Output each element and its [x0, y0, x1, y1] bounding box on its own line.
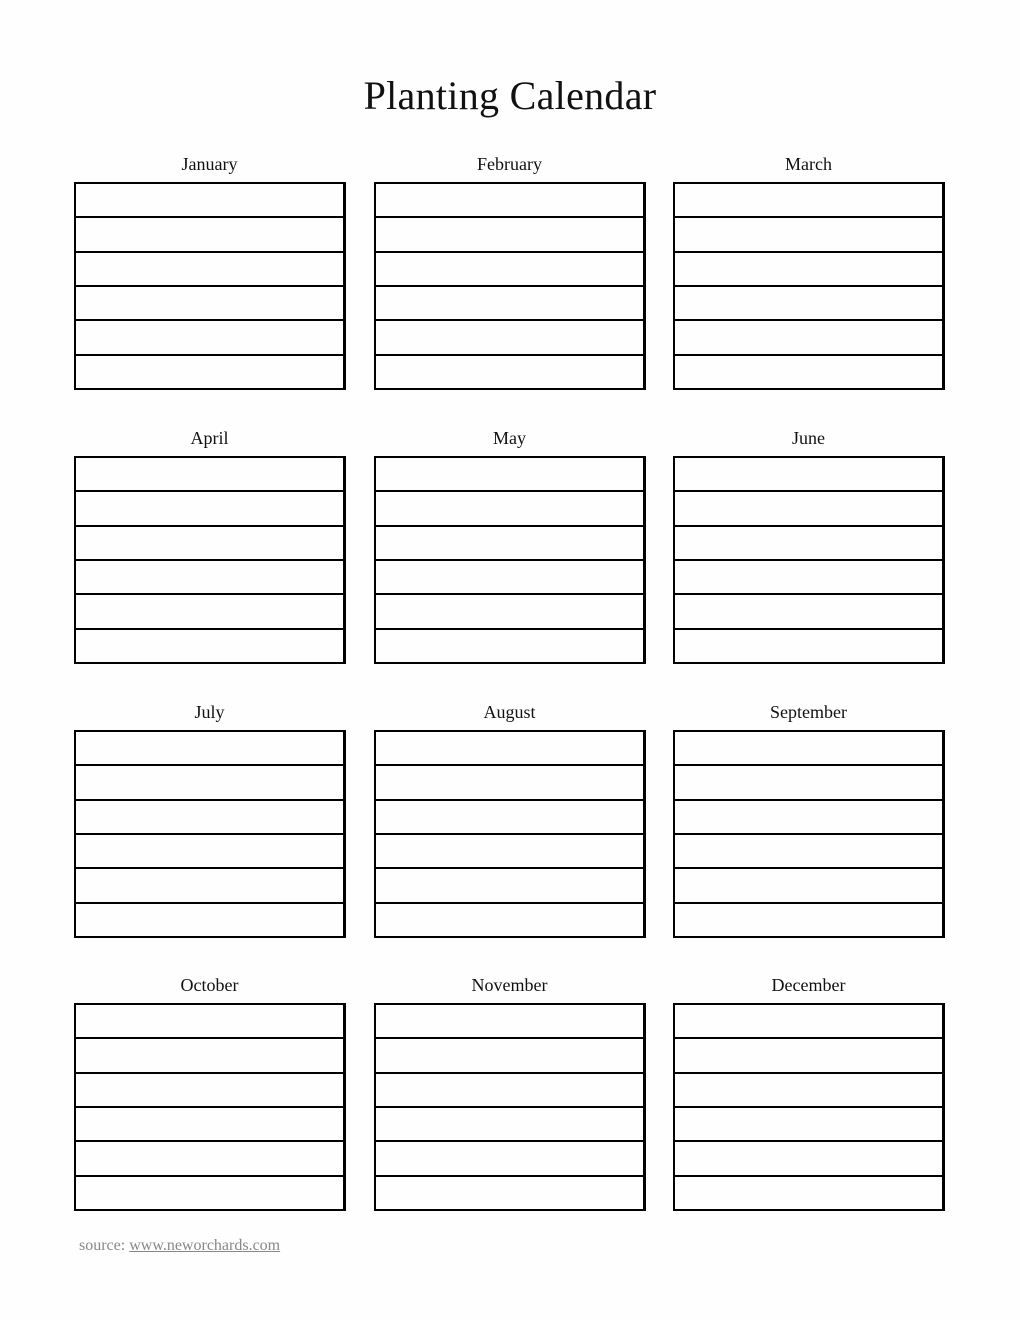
month-label: October	[180, 975, 239, 995]
month-label: June	[792, 428, 825, 448]
entry-row[interactable]	[675, 1005, 942, 1037]
entry-row[interactable]	[376, 867, 643, 901]
entry-row[interactable]	[675, 764, 942, 798]
month-entry-table	[673, 730, 945, 938]
entry-row[interactable]	[76, 732, 343, 764]
entry-row[interactable]	[675, 184, 942, 216]
entry-row[interactable]	[376, 1175, 643, 1209]
entry-row[interactable]	[675, 732, 942, 764]
month-block-november	[374, 975, 645, 1211]
month-entry-table	[374, 182, 646, 390]
entry-row[interactable]	[76, 1175, 343, 1209]
entry-row[interactable]	[376, 559, 643, 593]
entry-row[interactable]	[76, 799, 343, 833]
entry-row[interactable]	[376, 251, 643, 285]
month-entry-table	[74, 730, 346, 938]
entry-row[interactable]	[376, 354, 643, 388]
entry-row[interactable]	[675, 628, 942, 662]
entry-row[interactable]	[376, 799, 643, 833]
entry-row[interactable]	[76, 764, 343, 798]
entry-row[interactable]	[76, 319, 343, 353]
entry-row[interactable]	[76, 525, 343, 559]
entry-row[interactable]	[76, 354, 343, 388]
month-label: April	[190, 428, 229, 448]
entry-row[interactable]	[76, 458, 343, 490]
entry-row[interactable]	[76, 1140, 343, 1174]
entry-row[interactable]	[376, 490, 643, 524]
entry-row[interactable]	[76, 867, 343, 901]
entry-row[interactable]	[675, 1072, 942, 1106]
month-entry-table	[673, 1003, 945, 1211]
month-block-june	[673, 428, 944, 664]
month-block-july	[74, 702, 345, 938]
entry-row[interactable]	[76, 184, 343, 216]
page-title: Planting Calendar	[363, 73, 657, 118]
entry-row[interactable]	[76, 216, 343, 250]
month-block-march	[673, 154, 944, 390]
entry-row[interactable]	[76, 1037, 343, 1071]
entry-row[interactable]	[376, 184, 643, 216]
entry-row[interactable]	[675, 593, 942, 627]
entry-row[interactable]	[376, 764, 643, 798]
entry-row[interactable]	[675, 285, 942, 319]
month-block-february	[374, 154, 645, 390]
month-label: December	[771, 975, 846, 995]
month-block-december	[673, 975, 944, 1211]
entry-row[interactable]	[675, 1106, 942, 1140]
entry-row[interactable]	[376, 216, 643, 250]
entry-row[interactable]	[376, 593, 643, 627]
entry-row[interactable]	[376, 1106, 643, 1140]
month-entry-table	[74, 182, 346, 390]
entry-row[interactable]	[376, 285, 643, 319]
month-block-october	[74, 975, 345, 1211]
entry-row[interactable]	[675, 319, 942, 353]
entry-row[interactable]	[76, 1005, 343, 1037]
entry-row[interactable]	[76, 1106, 343, 1140]
source-prefix: source:	[79, 1237, 126, 1254]
entry-row[interactable]	[675, 458, 942, 490]
entry-row[interactable]	[675, 902, 942, 936]
month-block-august	[374, 702, 645, 938]
entry-row[interactable]	[675, 1175, 942, 1209]
entry-row[interactable]	[675, 525, 942, 559]
entry-row[interactable]	[76, 628, 343, 662]
month-label: July	[194, 702, 225, 722]
entry-row[interactable]	[376, 1005, 643, 1037]
entry-row[interactable]	[376, 1037, 643, 1071]
month-label: March	[785, 154, 832, 174]
entry-row[interactable]	[675, 559, 942, 593]
entry-row[interactable]	[675, 354, 942, 388]
entry-row[interactable]	[675, 216, 942, 250]
month-label: May	[493, 428, 526, 448]
month-entry-table	[74, 456, 346, 664]
entry-row[interactable]	[376, 732, 643, 764]
month-entry-table	[673, 456, 945, 664]
entry-row[interactable]	[76, 833, 343, 867]
month-entry-table	[673, 182, 945, 390]
source-footer	[79, 1237, 280, 1255]
entry-row[interactable]	[675, 799, 942, 833]
entry-row[interactable]	[675, 1037, 942, 1071]
entry-row[interactable]	[376, 833, 643, 867]
entry-row[interactable]	[675, 490, 942, 524]
month-entry-table	[74, 1003, 346, 1211]
month-label: August	[483, 702, 536, 722]
entry-row[interactable]	[76, 285, 343, 319]
month-label: September	[770, 702, 847, 722]
month-entry-table	[374, 1003, 646, 1211]
entry-row[interactable]	[76, 490, 343, 524]
entry-row[interactable]	[76, 593, 343, 627]
source-link[interactable]: www.neworchards.com	[129, 1237, 281, 1254]
entry-row[interactable]	[376, 1140, 643, 1174]
entry-row[interactable]	[76, 1072, 343, 1106]
entry-row[interactable]	[376, 1072, 643, 1106]
entry-row[interactable]	[76, 559, 343, 593]
entry-row[interactable]	[675, 1140, 942, 1174]
entry-row[interactable]	[376, 458, 643, 490]
month-label: November	[471, 975, 548, 995]
entry-row[interactable]	[76, 251, 343, 285]
entry-row[interactable]	[675, 251, 942, 285]
month-block-january	[74, 154, 345, 390]
entry-row[interactable]	[675, 867, 942, 901]
month-label: February	[477, 154, 542, 174]
month-block-april	[74, 428, 345, 664]
entry-row[interactable]	[376, 319, 643, 353]
entry-row[interactable]	[675, 833, 942, 867]
month-entry-table	[374, 730, 646, 938]
month-entry-table	[374, 456, 646, 664]
entry-row[interactable]	[76, 902, 343, 936]
entry-row[interactable]	[376, 902, 643, 936]
month-block-september	[673, 702, 944, 938]
entry-row[interactable]	[376, 628, 643, 662]
month-label: January	[181, 154, 238, 174]
entry-row[interactable]	[376, 525, 643, 559]
month-block-may	[374, 428, 645, 664]
